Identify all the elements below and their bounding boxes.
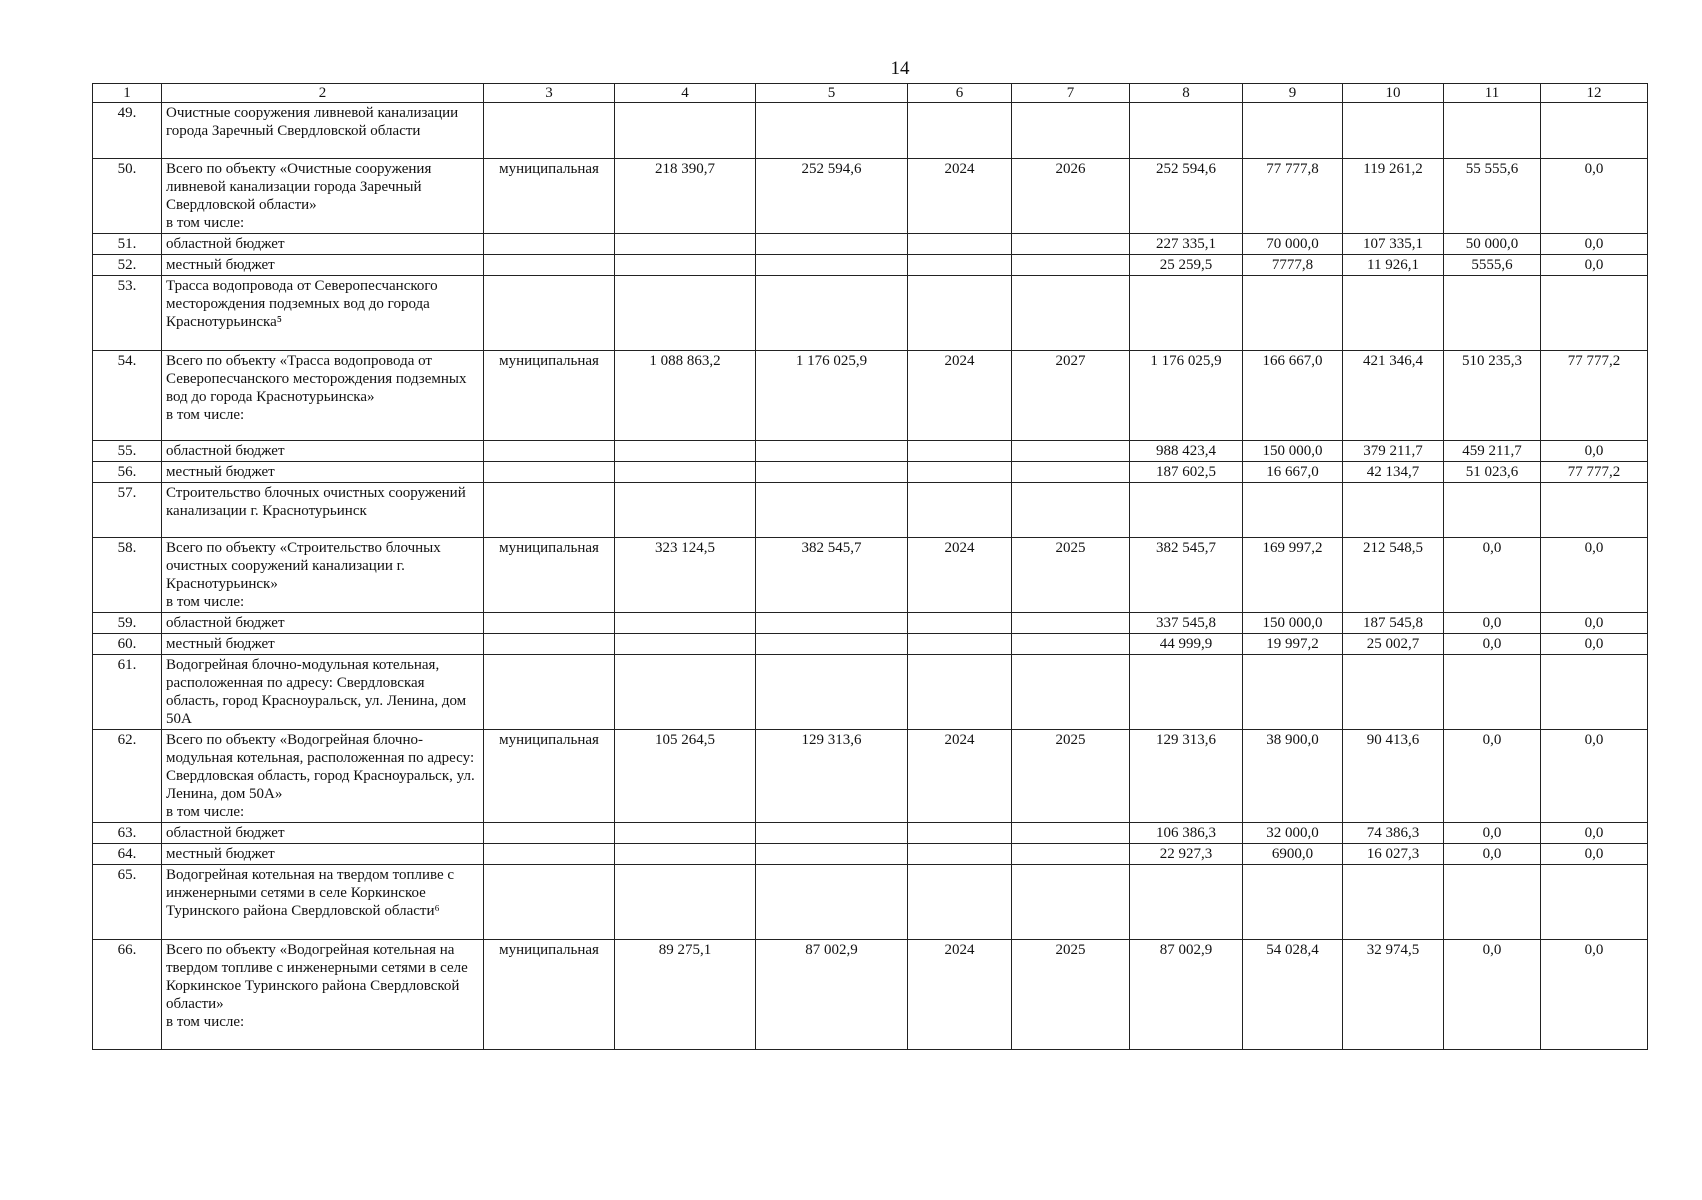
table-row (93, 823, 1648, 844)
year-4-funding-cell: 0,0 (1541, 634, 1648, 655)
cost-current-cell (756, 462, 908, 483)
table-row (93, 655, 1648, 730)
row-number-cell: 56. (93, 462, 162, 483)
year-1-funding-cell: 169 997,2 (1243, 538, 1343, 613)
year-3-funding-cell: 0,0 (1444, 823, 1541, 844)
cost-current-cell (756, 865, 908, 940)
year-1-funding-cell: 77 777,8 (1243, 159, 1343, 234)
cost-current-cell (756, 823, 908, 844)
year-3-funding-cell: 55 555,6 (1444, 159, 1541, 234)
year-3-funding-cell: 50 000,0 (1444, 234, 1541, 255)
row-number-cell: 58. (93, 538, 162, 613)
ownership-type-cell (484, 613, 615, 634)
year-2-funding-cell: 212 548,5 (1343, 538, 1444, 613)
object-name-cell: местный бюджет (162, 462, 484, 483)
cost-estimate-cell (615, 483, 756, 538)
year-4-funding-cell (1541, 483, 1648, 538)
year-2-funding-cell (1343, 276, 1444, 351)
year-1-funding-cell: 70 000,0 (1243, 234, 1343, 255)
total-funding-cell (1130, 276, 1243, 351)
cost-estimate-cell (615, 103, 756, 159)
year-2-funding-cell (1343, 865, 1444, 940)
object-name-cell: Всего по объекту «Строительство блочных очистных сооружений канализации г. Краснотурьинск» в том числе: (162, 538, 484, 613)
ownership-type-cell (484, 255, 615, 276)
object-name-cell: областной бюджет (162, 823, 484, 844)
year-1-funding-cell: 7777,8 (1243, 255, 1343, 276)
year-3-funding-cell (1444, 276, 1541, 351)
cost-current-cell (756, 634, 908, 655)
total-funding-cell: 227 335,1 (1130, 234, 1243, 255)
cost-estimate-cell (615, 844, 756, 865)
cost-current-cell (756, 234, 908, 255)
page-number: 14 (890, 58, 910, 79)
year-3-funding-cell: 0,0 (1444, 844, 1541, 865)
ownership-type-cell (484, 483, 615, 538)
cost-current-cell (756, 655, 908, 730)
year-4-funding-cell: 0,0 (1541, 730, 1648, 823)
ownership-type-cell: муниципальная (484, 351, 615, 441)
year-2-funding-cell: 90 413,6 (1343, 730, 1444, 823)
table-row (93, 483, 1648, 538)
year-1-funding-cell: 150 000,0 (1243, 441, 1343, 462)
ownership-type-cell (484, 634, 615, 655)
cost-estimate-cell (615, 276, 756, 351)
end-year-cell: 2027 (1012, 351, 1130, 441)
row-number-cell: 54. (93, 351, 162, 441)
table-row (93, 538, 1648, 613)
start-year-cell (908, 276, 1012, 351)
ownership-type-cell: муниципальная (484, 940, 615, 1050)
year-2-funding-cell (1343, 655, 1444, 730)
cost-estimate-cell (615, 823, 756, 844)
year-2-funding-cell: 11 926,1 (1343, 255, 1444, 276)
column-number-header: 10 (1343, 84, 1444, 103)
object-name-cell: Всего по объекту «Водогрейная блочно-модульная котельная, расположенная по адресу: Свердловская область, город Красноуральск, ул. Ленина, дом 50А» в том числе: (162, 730, 484, 823)
year-2-funding-cell: 187 545,8 (1343, 613, 1444, 634)
column-number-header-row (93, 84, 1648, 103)
ownership-type-cell (484, 823, 615, 844)
total-funding-cell: 129 313,6 (1130, 730, 1243, 823)
total-funding-cell (1130, 103, 1243, 159)
year-1-funding-cell (1243, 655, 1343, 730)
cost-current-cell: 129 313,6 (756, 730, 908, 823)
year-4-funding-cell: 77 777,2 (1541, 351, 1648, 441)
column-number-header: 2 (162, 84, 484, 103)
column-number-header: 11 (1444, 84, 1541, 103)
object-name-cell: Всего по объекту «Трасса водопровода от Северопесчанского месторождения подземных вод до города Краснотурьинска» в том числе: (162, 351, 484, 441)
cost-current-cell: 1 176 025,9 (756, 351, 908, 441)
column-number-header: 7 (1012, 84, 1130, 103)
object-name-cell: Трасса водопровода от Северопесчанского месторождения подземных вод до города Краснотурьинска⁵ (162, 276, 484, 351)
object-name-cell: областной бюджет (162, 613, 484, 634)
year-1-funding-cell: 166 667,0 (1243, 351, 1343, 441)
year-3-funding-cell (1444, 865, 1541, 940)
year-4-funding-cell: 0,0 (1541, 613, 1648, 634)
year-1-funding-cell: 16 667,0 (1243, 462, 1343, 483)
year-2-funding-cell: 119 261,2 (1343, 159, 1444, 234)
row-number-cell: 52. (93, 255, 162, 276)
start-year-cell: 2024 (908, 538, 1012, 613)
year-4-funding-cell: 0,0 (1541, 159, 1648, 234)
total-funding-cell: 22 927,3 (1130, 844, 1243, 865)
end-year-cell: 2025 (1012, 538, 1130, 613)
table-row (93, 441, 1648, 462)
year-1-funding-cell: 19 997,2 (1243, 634, 1343, 655)
year-1-funding-cell (1243, 276, 1343, 351)
total-funding-cell: 187 602,5 (1130, 462, 1243, 483)
cost-current-cell: 87 002,9 (756, 940, 908, 1050)
year-4-funding-cell: 0,0 (1541, 940, 1648, 1050)
year-1-funding-cell: 150 000,0 (1243, 613, 1343, 634)
row-number-cell: 60. (93, 634, 162, 655)
table-row (93, 255, 1648, 276)
column-number-header: 1 (93, 84, 162, 103)
year-3-funding-cell: 51 023,6 (1444, 462, 1541, 483)
object-name-cell: Всего по объекту «Очистные сооружения ливневой канализации города Заречный Свердловской области» в том числе: (162, 159, 484, 234)
ownership-type-cell (484, 462, 615, 483)
year-1-funding-cell: 6900,0 (1243, 844, 1343, 865)
start-year-cell (908, 255, 1012, 276)
end-year-cell (1012, 103, 1130, 159)
start-year-cell: 2024 (908, 940, 1012, 1050)
row-number-cell: 62. (93, 730, 162, 823)
total-funding-cell: 44 999,9 (1130, 634, 1243, 655)
cost-estimate-cell (615, 613, 756, 634)
cost-current-cell (756, 276, 908, 351)
ownership-type-cell: муниципальная (484, 159, 615, 234)
year-2-funding-cell: 16 027,3 (1343, 844, 1444, 865)
row-number-cell: 64. (93, 844, 162, 865)
object-name-cell: местный бюджет (162, 634, 484, 655)
ownership-type-cell (484, 441, 615, 462)
year-4-funding-cell (1541, 276, 1648, 351)
end-year-cell (1012, 234, 1130, 255)
total-funding-cell (1130, 865, 1243, 940)
cost-current-cell (756, 255, 908, 276)
object-name-cell: Водогрейная котельная на твердом топливе с инженерными сетями в селе Коркинское Туринского района Свердловской области⁶ (162, 865, 484, 940)
year-2-funding-cell: 42 134,7 (1343, 462, 1444, 483)
ownership-type-cell (484, 103, 615, 159)
cost-current-cell (756, 103, 908, 159)
year-4-funding-cell: 77 777,2 (1541, 462, 1648, 483)
object-name-cell: областной бюджет (162, 441, 484, 462)
year-2-funding-cell: 32 974,5 (1343, 940, 1444, 1050)
object-name-cell: местный бюджет (162, 255, 484, 276)
end-year-cell (1012, 844, 1130, 865)
table-row (93, 634, 1648, 655)
end-year-cell (1012, 634, 1130, 655)
year-4-funding-cell: 0,0 (1541, 234, 1648, 255)
object-name-cell: Очистные сооружения ливневой канализации города Заречный Свердловской области (162, 103, 484, 159)
year-4-funding-cell: 0,0 (1541, 441, 1648, 462)
row-number-cell: 51. (93, 234, 162, 255)
column-number-header: 8 (1130, 84, 1243, 103)
object-name-cell: Водогрейная блочно-модульная котельная, расположенная по адресу: Свердловская область, город Красноуральск, ул. Ленина, дом 50А (162, 655, 484, 730)
row-number-cell: 66. (93, 940, 162, 1050)
cost-estimate-cell (615, 255, 756, 276)
cost-current-cell: 252 594,6 (756, 159, 908, 234)
end-year-cell (1012, 462, 1130, 483)
start-year-cell (908, 441, 1012, 462)
cost-estimate-cell (615, 865, 756, 940)
year-1-funding-cell: 54 028,4 (1243, 940, 1343, 1050)
total-funding-cell: 337 545,8 (1130, 613, 1243, 634)
start-year-cell (908, 613, 1012, 634)
cost-estimate-cell: 218 390,7 (615, 159, 756, 234)
start-year-cell (908, 103, 1012, 159)
start-year-cell (908, 844, 1012, 865)
total-funding-cell: 87 002,9 (1130, 940, 1243, 1050)
ownership-type-cell (484, 865, 615, 940)
cost-current-cell (756, 441, 908, 462)
column-number-header: 3 (484, 84, 615, 103)
cost-estimate-cell: 323 124,5 (615, 538, 756, 613)
year-3-funding-cell: 0,0 (1444, 730, 1541, 823)
year-1-funding-cell (1243, 483, 1343, 538)
ownership-type-cell (484, 234, 615, 255)
start-year-cell (908, 823, 1012, 844)
object-name-cell: Всего по объекту «Водогрейная котельная на твердом топливе с инженерными сетями в селе Коркинское Туринского района Свердловской области» в том числе: (162, 940, 484, 1050)
total-funding-cell: 25 259,5 (1130, 255, 1243, 276)
year-1-funding-cell: 32 000,0 (1243, 823, 1343, 844)
year-2-funding-cell: 74 386,3 (1343, 823, 1444, 844)
total-funding-cell (1130, 483, 1243, 538)
column-number-header: 9 (1243, 84, 1343, 103)
year-1-funding-cell: 38 900,0 (1243, 730, 1343, 823)
table-row (93, 276, 1648, 351)
table-row (93, 234, 1648, 255)
end-year-cell (1012, 483, 1130, 538)
row-number-cell: 53. (93, 276, 162, 351)
object-name-cell: Строительство блочных очистных сооружений канализации г. Краснотурьинск (162, 483, 484, 538)
object-name-cell: местный бюджет (162, 844, 484, 865)
year-1-funding-cell (1243, 865, 1343, 940)
end-year-cell (1012, 441, 1130, 462)
cost-current-cell (756, 844, 908, 865)
year-4-funding-cell (1541, 655, 1648, 730)
table-row (93, 103, 1648, 159)
cost-estimate-cell (615, 655, 756, 730)
total-funding-cell: 106 386,3 (1130, 823, 1243, 844)
start-year-cell (908, 462, 1012, 483)
year-3-funding-cell: 0,0 (1444, 634, 1541, 655)
table-row (93, 865, 1648, 940)
year-3-funding-cell: 0,0 (1444, 613, 1541, 634)
end-year-cell (1012, 255, 1130, 276)
end-year-cell (1012, 655, 1130, 730)
table-row (93, 940, 1648, 1050)
cost-estimate-cell: 89 275,1 (615, 940, 756, 1050)
object-name-cell: областной бюджет (162, 234, 484, 255)
start-year-cell (908, 865, 1012, 940)
ownership-type-cell (484, 844, 615, 865)
total-funding-cell: 988 423,4 (1130, 441, 1243, 462)
start-year-cell (908, 634, 1012, 655)
year-3-funding-cell: 510 235,3 (1444, 351, 1541, 441)
row-number-cell: 50. (93, 159, 162, 234)
cost-current-cell (756, 483, 908, 538)
year-2-funding-cell: 379 211,7 (1343, 441, 1444, 462)
year-3-funding-cell: 459 211,7 (1444, 441, 1541, 462)
year-4-funding-cell (1541, 865, 1648, 940)
start-year-cell: 2024 (908, 730, 1012, 823)
row-number-cell: 61. (93, 655, 162, 730)
cost-estimate-cell: 1 088 863,2 (615, 351, 756, 441)
row-number-cell: 63. (93, 823, 162, 844)
column-number-header: 6 (908, 84, 1012, 103)
year-4-funding-cell: 0,0 (1541, 844, 1648, 865)
year-3-funding-cell (1444, 103, 1541, 159)
ownership-type-cell: муниципальная (484, 730, 615, 823)
end-year-cell (1012, 276, 1130, 351)
end-year-cell (1012, 865, 1130, 940)
year-4-funding-cell (1541, 103, 1648, 159)
total-funding-cell: 382 545,7 (1130, 538, 1243, 613)
column-number-header: 5 (756, 84, 908, 103)
year-4-funding-cell: 0,0 (1541, 538, 1648, 613)
table-row (93, 844, 1648, 865)
year-2-funding-cell: 107 335,1 (1343, 234, 1444, 255)
start-year-cell: 2024 (908, 351, 1012, 441)
start-year-cell: 2024 (908, 159, 1012, 234)
year-4-funding-cell: 0,0 (1541, 823, 1648, 844)
total-funding-cell: 252 594,6 (1130, 159, 1243, 234)
year-3-funding-cell (1444, 655, 1541, 730)
table-row (93, 351, 1648, 441)
year-2-funding-cell (1343, 483, 1444, 538)
table-row (93, 159, 1648, 234)
year-2-funding-cell: 25 002,7 (1343, 634, 1444, 655)
ownership-type-cell (484, 655, 615, 730)
ownership-type-cell (484, 276, 615, 351)
cost-estimate-cell (615, 234, 756, 255)
table-row (93, 462, 1648, 483)
row-number-cell: 57. (93, 483, 162, 538)
row-number-cell: 55. (93, 441, 162, 462)
end-year-cell: 2025 (1012, 940, 1130, 1050)
column-number-header: 12 (1541, 84, 1648, 103)
year-4-funding-cell: 0,0 (1541, 255, 1648, 276)
table-row (93, 613, 1648, 634)
total-funding-cell: 1 176 025,9 (1130, 351, 1243, 441)
cost-current-cell: 382 545,7 (756, 538, 908, 613)
column-number-header: 4 (615, 84, 756, 103)
table-row (93, 730, 1648, 823)
start-year-cell (908, 483, 1012, 538)
objects-table (92, 83, 1648, 1050)
end-year-cell: 2025 (1012, 730, 1130, 823)
row-number-cell: 65. (93, 865, 162, 940)
ownership-type-cell: муниципальная (484, 538, 615, 613)
row-number-cell: 59. (93, 613, 162, 634)
year-3-funding-cell: 0,0 (1444, 538, 1541, 613)
row-number-cell: 49. (93, 103, 162, 159)
year-2-funding-cell (1343, 103, 1444, 159)
end-year-cell (1012, 823, 1130, 844)
total-funding-cell (1130, 655, 1243, 730)
cost-estimate-cell (615, 462, 756, 483)
cost-estimate-cell (615, 634, 756, 655)
cost-estimate-cell (615, 441, 756, 462)
end-year-cell (1012, 613, 1130, 634)
year-3-funding-cell (1444, 483, 1541, 538)
year-3-funding-cell: 0,0 (1444, 940, 1541, 1050)
year-3-funding-cell: 5555,6 (1444, 255, 1541, 276)
start-year-cell (908, 655, 1012, 730)
cost-estimate-cell: 105 264,5 (615, 730, 756, 823)
end-year-cell: 2026 (1012, 159, 1130, 234)
cost-current-cell (756, 613, 908, 634)
start-year-cell (908, 234, 1012, 255)
year-2-funding-cell: 421 346,4 (1343, 351, 1444, 441)
year-1-funding-cell (1243, 103, 1343, 159)
